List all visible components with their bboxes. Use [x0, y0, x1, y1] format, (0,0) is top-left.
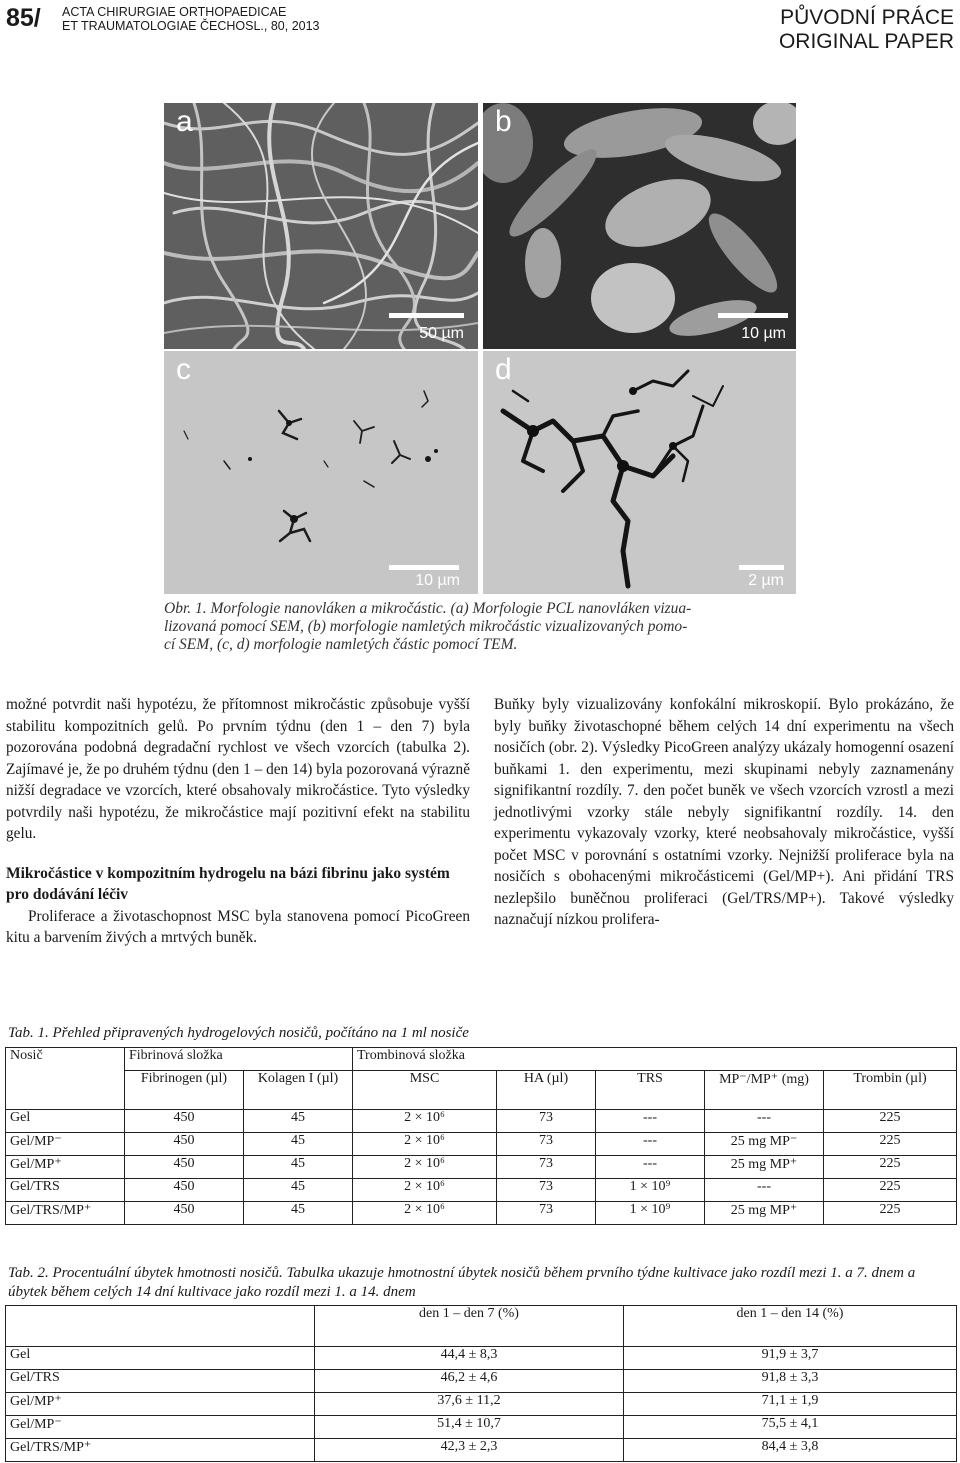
table2-caption: Tab. 2. Procentuální úbytek hmotnosti nosičů. Tabulka ukazuje hmotnostní úbytek nosičů během prvního týdne kultivace jako rozdíl mezi 1. a 7. dnem a úbytek během celých 14 dní kultivace jako rozdíl mezi 1. a 14. dnem: [8, 1265, 916, 1300]
table-cell: 44,4 ± 8,3: [315, 1347, 624, 1370]
page-number: 85/: [6, 4, 41, 32]
table-row: [6, 1370, 957, 1393]
right-column: [494, 694, 954, 931]
table-cell: 2 × 10⁶: [353, 1156, 497, 1179]
article-type: [779, 6, 954, 54]
table1-caption: Tab. 1. Přehled připravených hydrogelových nosičů, počítáno na 1 ml nosiče: [8, 1025, 469, 1041]
table-cell: 51,4 ± 10,7: [315, 1416, 624, 1439]
table-cell: 225: [824, 1110, 957, 1133]
figure-panel-c: [164, 351, 478, 594]
table-cell: Gel: [6, 1110, 125, 1133]
table-cell: 225: [824, 1133, 957, 1156]
table-cell: ---: [596, 1156, 705, 1179]
table-cell: ---: [596, 1110, 705, 1133]
table-cell: 45: [244, 1133, 353, 1156]
table-cell: ---: [705, 1110, 824, 1133]
figure-caption-line: lizovaná pomocí SEM, (b) morfologie namletých mikročástic vizualizovaných pomo-: [164, 618, 688, 635]
journal-line-1: ACTA CHIRURGIAE ORTHOPAEDICAE: [62, 5, 287, 19]
scale-bar-b: 10 µm: [741, 325, 786, 342]
table-cell: 25 mg MP⁺: [705, 1156, 824, 1179]
table-cell: 37,6 ± 11,2: [315, 1393, 624, 1416]
table-cell: 73: [497, 1156, 596, 1179]
table-cell: 45: [244, 1202, 353, 1225]
right-paragraph: Buňky byly vizualizovány konfokální mikroskopií. Bylo prokázáno, že byly buňky životaschopné během celých 14 dní experimentu na všech nosičích (obr. 2). Výsledky PicoGreen analýzy ukázaly homogenní osazení buňkami 1. den experimentu, mezi skupinami nebyly zaznamenány signifikantní rozdíly. 7. den počet buněk ve všech vzorcích vzrostl a mezi jednotlivými vzorky stále nebyly signifikantní rozdíly. 14. den experimentu vykazovaly vzorky, které neobsahovaly mikročástice, vyšší počet MSC v porovnání s ostatními vzorky. Nejnižší proliferace byla na nosičích s obohacenými mikročásticemi (Gel/MP+). Ani přidání TRS nezlepšilo buněčnou proliferaci (Gel/TRS/MP+). Takové výsledky naznačují nízkou prolifera-: [494, 696, 954, 928]
table-cell: 450: [125, 1133, 244, 1156]
table-cell: 2 × 10⁶: [353, 1179, 497, 1202]
table-cell: 2 × 10⁶: [353, 1110, 497, 1133]
sem-nanofibers-image: [164, 103, 478, 349]
panel-letter-c: c: [176, 353, 191, 386]
table-row: [6, 1110, 957, 1133]
table-cell: 73: [497, 1133, 596, 1156]
table-cell: 91,8 ± 3,3: [624, 1370, 957, 1393]
tem-particles-image-d: [483, 351, 796, 594]
table-row: [6, 1347, 957, 1370]
table-cell: Gel/MP⁺: [6, 1393, 315, 1416]
table-cell: 225: [824, 1202, 957, 1225]
table1-empty-cell: [6, 1071, 125, 1110]
table-cell: 225: [824, 1156, 957, 1179]
table1-col-header: Kolagen I (µl): [244, 1071, 353, 1110]
figure-caption-line: Obr. 1. Morfologie nanovláken a mikročástic. (a) Morfologie PCL nanovláken vizua-: [164, 600, 692, 617]
table-cell: ---: [596, 1133, 705, 1156]
table-cell: 1 × 10⁹: [596, 1202, 705, 1225]
left-column: [6, 694, 470, 949]
panel-letter-b: b: [495, 105, 512, 138]
table-cell: 450: [125, 1110, 244, 1133]
table-cell: 45: [244, 1156, 353, 1179]
table-cell: 42,3 ± 2,3: [315, 1439, 624, 1462]
scale-bar-c: 10 µm: [415, 572, 460, 589]
table-cell: 73: [497, 1202, 596, 1225]
figure-panel-b: [483, 103, 796, 349]
table2-col-header: den 1 – den 7 (%): [315, 1306, 624, 1347]
table-cell: 73: [497, 1110, 596, 1133]
table-cell: 225: [824, 1179, 957, 1202]
table-cell: Gel: [6, 1347, 315, 1370]
journal-line-2: ET TRAUMATOLOGIAE ČECHOSL., 80, 2013: [62, 19, 320, 33]
figure-panel-d: [483, 351, 796, 594]
table1-col-header: HA (µl): [497, 1071, 596, 1110]
table1-group-header: Fibrinová složka: [125, 1048, 353, 1071]
table-row: [6, 1393, 957, 1416]
table-row: [6, 1416, 957, 1439]
table-cell: Gel/MP⁺: [6, 1156, 125, 1179]
panel-letter-d: d: [495, 353, 512, 386]
sem-microparticles-image: [483, 103, 796, 349]
section-heading: Mikročástice v kompozitním hydrogelu na bázi fibrinu jako systém pro dodávání léčiv: [6, 864, 450, 903]
table-cell: 46,2 ± 4,6: [315, 1370, 624, 1393]
table-cell: 2 × 10⁶: [353, 1202, 497, 1225]
table-cell: 91,9 ± 3,7: [624, 1347, 957, 1370]
table-cell: 450: [125, 1202, 244, 1225]
table-cell: Gel/MP⁻: [6, 1416, 315, 1439]
table-cell: 450: [125, 1156, 244, 1179]
table-cell: Gel/TRS/MP⁺: [6, 1202, 125, 1225]
table1-col-header: TRS: [596, 1071, 705, 1110]
table1-group-header: Trombinová složka: [353, 1048, 957, 1071]
table-cell: Gel/TRS: [6, 1179, 125, 1202]
table-cell: Gel/TRS/MP⁺: [6, 1439, 315, 1462]
table2-empty-cell: [6, 1306, 315, 1347]
table-cell: 25 mg MP⁻: [705, 1133, 824, 1156]
table-cell: Gel/MP⁻: [6, 1133, 125, 1156]
table-cell: 73: [497, 1179, 596, 1202]
table-row: [6, 1439, 957, 1462]
table-cell: 25 mg MP⁺: [705, 1202, 824, 1225]
figure-caption-line: cí SEM, (c, d) morfologie namletých částic pomocí TEM.: [164, 636, 518, 653]
article-type-cz: PŮVODNÍ PRÁCE: [780, 6, 954, 29]
table-row: [6, 1156, 957, 1179]
table1-col-header: Trombin (µl): [824, 1071, 957, 1110]
table-cell: 45: [244, 1179, 353, 1202]
table2-col-header: den 1 – den 14 (%): [624, 1306, 957, 1347]
table-cell: ---: [705, 1179, 824, 1202]
article-type-en: ORIGINAL PAPER: [778, 30, 954, 53]
table-cell: 450: [125, 1179, 244, 1202]
scale-bar-a: 50 µm: [419, 325, 464, 342]
left-paragraph-1: možné potvrdit naši hypotézu, že přítomnost mikročástic způsobuje vyšší stabilitu kompozitních gelů. Po prvním týdnu (den 1 – den 7) byla pozorována podobná degradační rychlost ve všech vzorcích (tabulka 2). Zajímavé je, že po druhém týdnu (den 1 – den 14) byla pozorovaná výrazně nižší degradace ve vzorcích, které obsahovaly mikročástice. Tyto výsledky potvrdily naši hypotézu, že mikročástice mají pozitivní efekt na stabilitu gelu.: [6, 696, 470, 842]
table2: [5, 1305, 957, 1462]
table-row: [6, 1202, 957, 1225]
left-paragraph-2: Proliferace a životaschopnost MSC byla stanovena pomocí PicoGreen kitu a barvením živých a mrtvých buněk.: [6, 907, 470, 946]
table1: [5, 1047, 957, 1225]
table1-col-header: Fibrinogen (µl): [125, 1071, 244, 1110]
table-cell: 84,4 ± 3,8: [624, 1439, 957, 1462]
table1-col-header: MSC: [353, 1071, 497, 1110]
figure-panel-a: [164, 103, 478, 349]
tem-particles-image-c: [164, 351, 478, 594]
table1-col-header: MP⁻/MP⁺ (mg): [705, 1071, 824, 1110]
table-cell: 71,1 ± 1,9: [624, 1393, 957, 1416]
table-cell: Gel/TRS: [6, 1370, 315, 1393]
table-cell: 1 × 10⁹: [596, 1179, 705, 1202]
journal-name: [62, 5, 320, 33]
table-cell: 45: [244, 1110, 353, 1133]
scale-bar-d: 2 µm: [748, 572, 784, 589]
table-row: [6, 1179, 957, 1202]
figure-caption: [164, 600, 794, 654]
table-cell: 75,5 ± 4,1: [624, 1416, 957, 1439]
table-cell: 2 × 10⁶: [353, 1133, 497, 1156]
panel-letter-a: a: [176, 105, 193, 138]
table-row: [6, 1133, 957, 1156]
table1-group-header: Nosič: [6, 1048, 125, 1071]
